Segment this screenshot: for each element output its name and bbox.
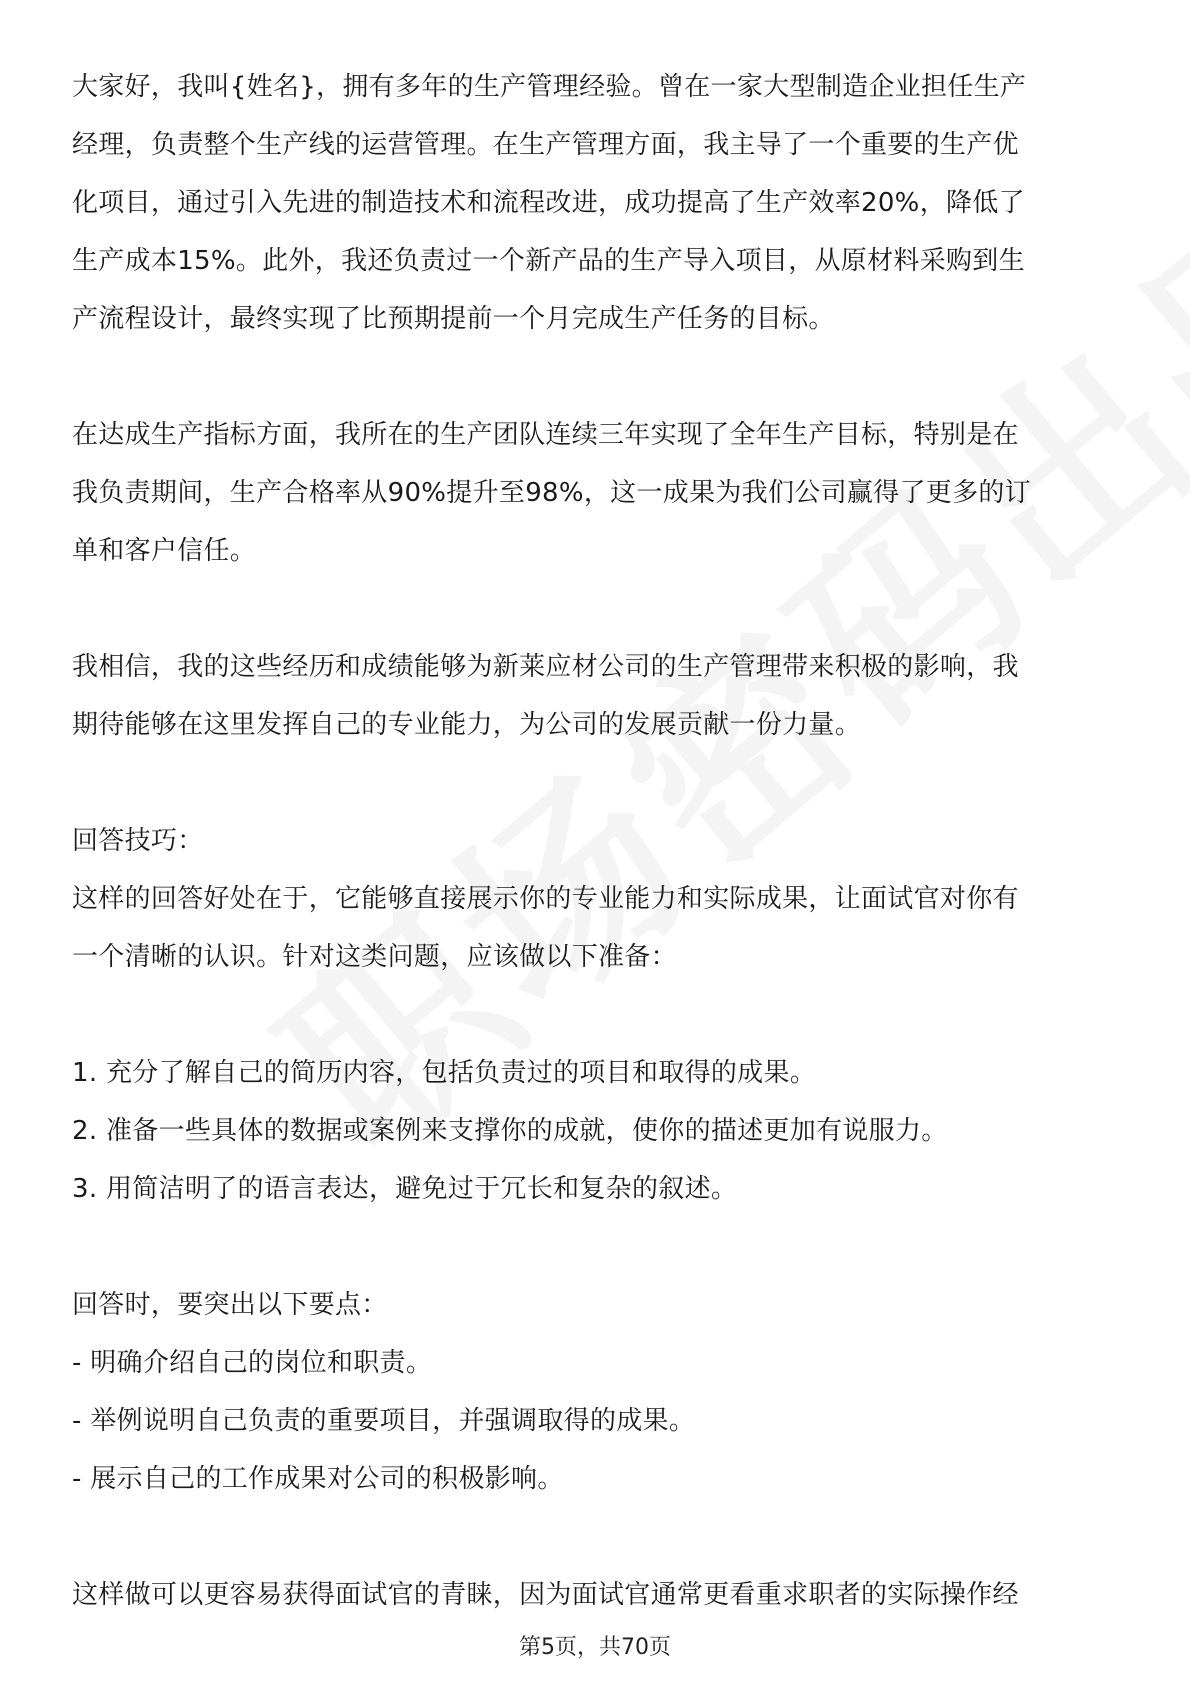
list-item: 2. 准备一些具体的数据或案例来支撑你的成就，使你的描述更加有说服力。: [72, 1116, 948, 1146]
document-body: [72, 58, 1117, 1624]
text-line: 一个清晰的认识。针对这类问题，应该做以下准备：: [72, 942, 677, 972]
list-item: - 展示自己的工作成果对公司的积极影响。: [72, 1464, 564, 1494]
paragraph-intro: [72, 58, 1117, 348]
text-line: 产流程设计，最终实现了比预期提前一个月完成生产任务的目标。: [72, 304, 835, 334]
text-line: 我相信，我的这些经历和成绩能够为新莱应材公司的生产管理带来积极的影响，我: [72, 652, 1019, 682]
section-tips: [72, 812, 1117, 986]
paragraph-gap: [72, 1218, 1117, 1276]
tips-heading: 回答技巧：: [72, 826, 204, 856]
list-item: 3. 用简洁明了的语言表达，避免过于冗长和复杂的叙述。: [72, 1174, 738, 1204]
paragraph-gap: [72, 986, 1117, 1044]
list-item: - 举例说明自己负责的重要项目，并强调取得的成果。: [72, 1406, 696, 1436]
text-line: 在达成生产指标方面，我所在的生产团队连续三年实现了全年生产目标，特别是在: [72, 420, 1019, 450]
text-line: 期待能够在这里发挥自己的专业能力，为公司的发展贡献一份力量。: [72, 710, 862, 740]
text-line: 化项目，通过引入先进的制造技术和流程改进，成功提高了生产效率20%，降低了: [72, 188, 1025, 218]
text-line: 这样做可以更容易获得面试官的青睐，因为面试官通常更看重求职者的实际操作经: [72, 1580, 1019, 1610]
paragraph-gap: [72, 1508, 1117, 1566]
page-number-footer: 第5页，共70页: [519, 1635, 671, 1660]
text-line: 大家好，我叫{姓名}，拥有多年的生产管理经验。曾在一家大型制造企业担任生产: [72, 72, 1027, 102]
text-line: 我负责期间，生产合格率从90%提升至98%，这一成果为我们公司赢得了更多的订: [72, 478, 1031, 508]
list-item: 1. 充分了解自己的简历内容，包括负责过的项目和取得的成果。: [72, 1058, 817, 1088]
paragraph-targets: [72, 406, 1117, 580]
paragraph-conclusion: [72, 1566, 1117, 1624]
list-item: - 明确介绍自己的岗位和职责。: [72, 1348, 433, 1378]
section-points: [72, 1276, 1117, 1508]
text-line: 单和客户信任。: [72, 536, 257, 566]
paragraph-gap: [72, 348, 1117, 406]
paragraph-belief: [72, 638, 1117, 754]
prep-list: [72, 1044, 1117, 1218]
text-line: 这样的回答好处在于，它能够直接展示你的专业能力和实际成果，让面试官对你有: [72, 884, 1019, 914]
points-heading: 回答时，要突出以下要点：: [72, 1290, 388, 1320]
paragraph-gap: [72, 580, 1117, 638]
text-line: 生产成本15%。此外，我还负责过一个新产品的生产导入项目，从原材料采购到生: [72, 246, 1025, 276]
paragraph-gap: [72, 754, 1117, 812]
text-line: 经理，负责整个生产线的运营管理。在生产管理方面，我主导了一个重要的生产优: [72, 130, 1019, 160]
